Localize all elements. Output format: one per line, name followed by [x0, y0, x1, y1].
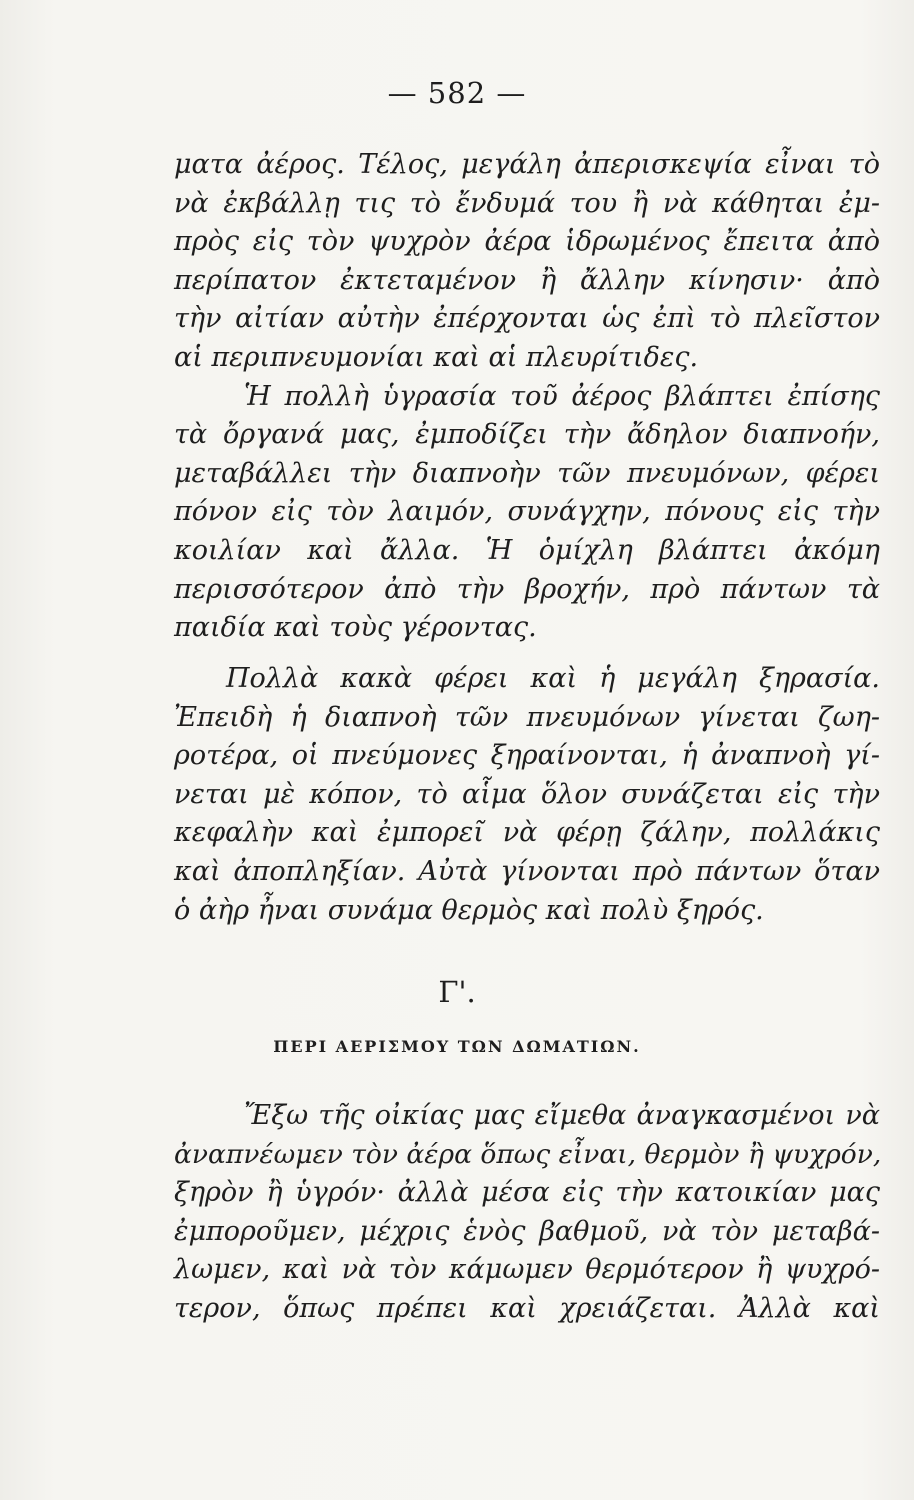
- text-line: ξηρὸν ἢ ὑγρόν· ἀλλὰ μέσα εἰς τὴν κατοικίαν μας: [174, 1177, 880, 1209]
- text-line: περισσότερον ἀπὸ τὴν βροχήν, πρὸ πάντων τὰ: [174, 573, 880, 605]
- text-line: ἐμποροῦμεν, μέχρις ἑνὸς βαθμοῦ, νὰ τὸν μεταβά-: [174, 1215, 880, 1247]
- text-line: τὰ ὄργανά μας, ἐμποδίζει τὴν ἄδηλον διαπνοήν,: [174, 419, 880, 451]
- text-line: ματα ἀέρος. Τέλος, μεγάλη ἀπερισκεψία εἶναι τὸ: [174, 149, 880, 180]
- text-line: Ἔξω τῆς οἰκίας μας εἴμεθα ἀναγκασμένοι νὰ: [244, 1100, 880, 1131]
- text-line: λωμεν, καὶ νὰ τὸν κάμωμεν θερμότερον ἢ ψυχρό-: [174, 1254, 880, 1286]
- text-block-lower: [174, 1097, 880, 1329]
- text-line: νεται μὲ κόπον, τὸ αἷμα ὅλον συνάζεται εἰς τὴν: [174, 778, 880, 810]
- text-line: καὶ ἀποπληξίαν. Αὐτὰ γίνονται πρὸ πάντων ὅταν: [174, 855, 880, 887]
- text-line: ὁ ἀὴρ ἦναι συνάμα θερμὸς καὶ πολὺ ξηρός.: [174, 894, 764, 926]
- text-line: κεφαλὴν καὶ ἐμπορεῖ νὰ φέρῃ ζάλην, πολλάκις: [174, 817, 880, 849]
- text-line: πρὸς εἰς τὸν ψυχρὸν ἀέρα ἱδρωμένος ἔπειτα ἀπὸ: [174, 226, 880, 258]
- text-line: αἱ περιπνευμονίαι καὶ αἱ πλευρίτιδες.: [174, 341, 699, 373]
- text-line: ἀναπνέωμεν τὸν ἀέρα ὅπως εἶναι, θερμὸν ἢ ψυχρόν,: [174, 1138, 882, 1170]
- text-line: πόνον εἰς τὸν λαιμόν, συνάγχην, πόνους εἰς τὴν: [174, 496, 880, 528]
- text-line: Ἐπειδὴ ἡ διαπνοὴ τῶν πνευμόνων γίνεται ζωη-: [174, 701, 880, 733]
- text-line: Πολλὰ κακὰ φέρει καὶ ἡ μεγάλη ξηρασία.: [226, 663, 880, 694]
- text-block-upper: [174, 146, 880, 648]
- text-line: ροτέρα, οἱ πνεύμονες ξηραίνονται, ἡ ἀναπνοὴ γί-: [174, 740, 880, 772]
- page-number: — 582 —: [387, 76, 527, 110]
- text-line: τερον, ὅπως πρέπει καὶ χρειάζεται. Ἀλλὰ καὶ: [174, 1292, 880, 1324]
- section-letter: Γ'.: [438, 975, 476, 1009]
- text-line: παιδία καὶ τοὺς γέροντας.: [174, 612, 537, 644]
- text-line: τὴν αἰτίαν αὐτὴν ἐπέρχονται ὡς ἐπὶ τὸ πλεῖστον: [174, 303, 880, 335]
- text-block-middle: [174, 660, 880, 930]
- text-line: νὰ ἐκβάλλῃ τις τὸ ἔνδυμά του ἢ νὰ κάθηται ἐμ-: [174, 187, 880, 219]
- text-line: μεταβάλλει τὴν διαπνοὴν τῶν πνευμόνων, φέρει: [174, 457, 880, 489]
- text-line: κοιλίαν καὶ ἄλλα. Ἡ ὁμίχλη βλάπτει ἀκόμη: [174, 534, 880, 566]
- text-line: περίπατον ἐκτεταμένον ἢ ἄλλην κίνησιν· ἀπὸ: [174, 264, 880, 296]
- text-line: Ἡ πολλὴ ὑγρασία τοῦ ἀέρος βλάπτει ἐπίσης: [244, 380, 880, 412]
- section-title: ΠΕΡΙ ΑΕΡΙΣΜΟΥ ΤΩΝ ΔΩΜΑΤΙΩΝ.: [273, 1037, 641, 1056]
